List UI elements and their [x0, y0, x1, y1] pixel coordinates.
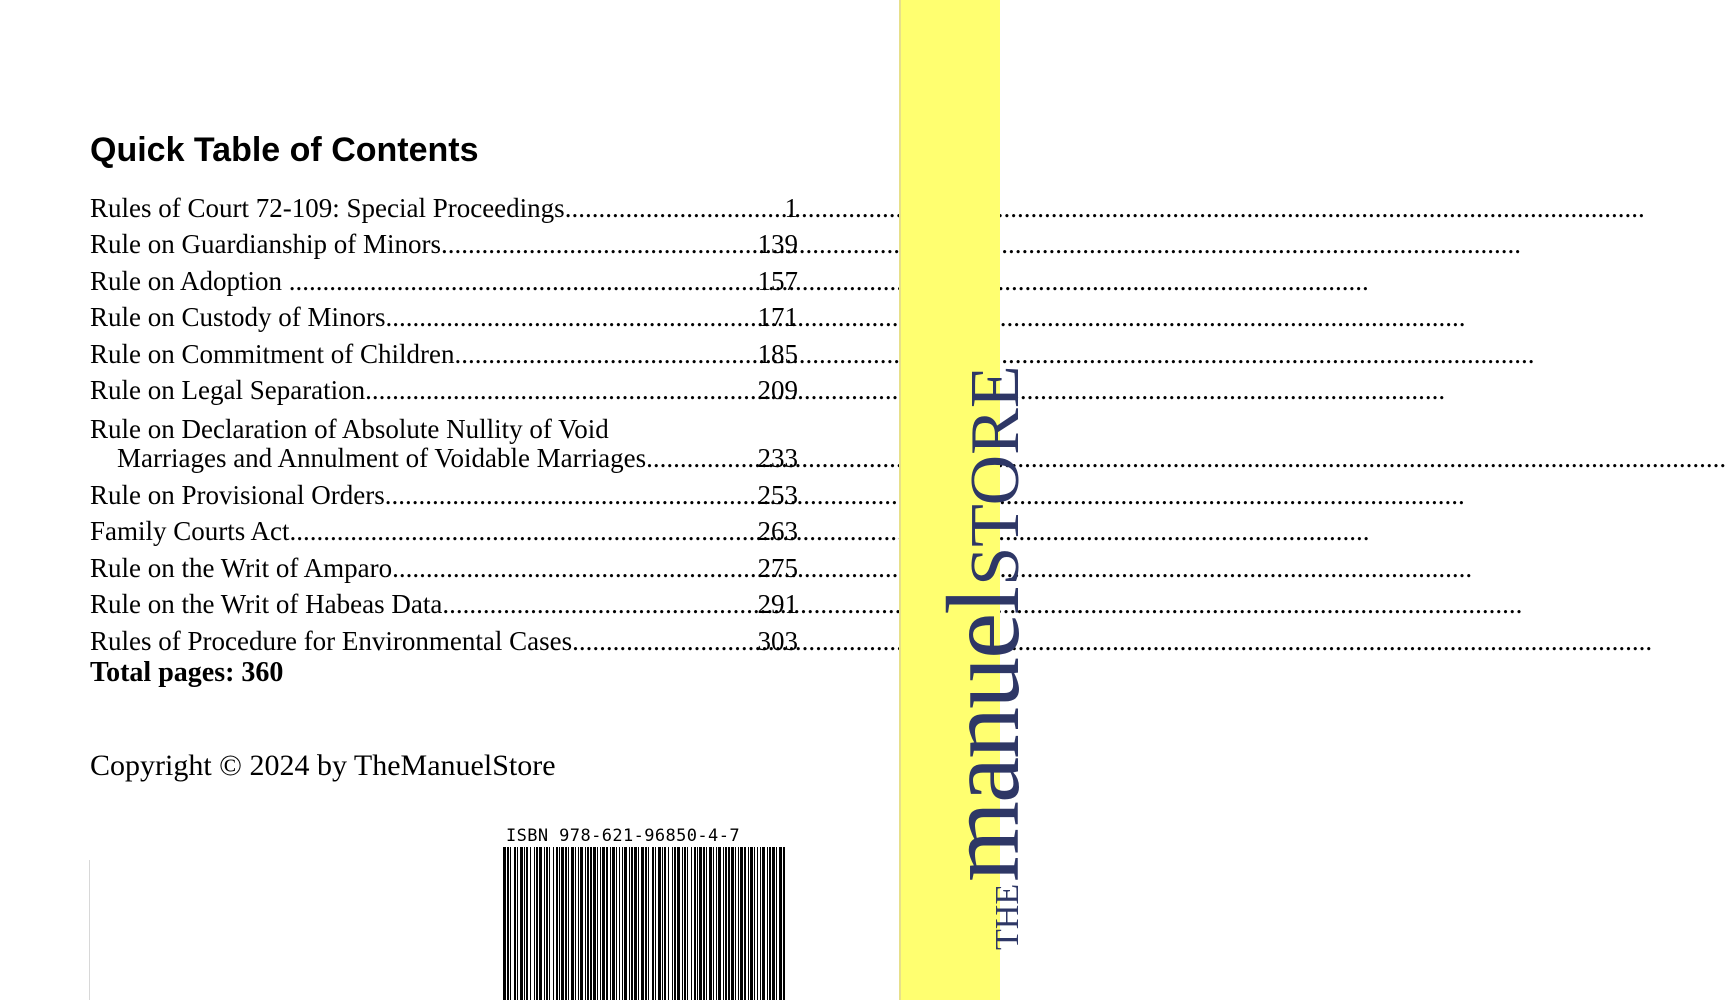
barcode-bar — [703, 847, 705, 1000]
barcode-bar — [713, 847, 714, 1000]
toc-entry-title: Rule on Declaration of Absolute Nullity of Void — [90, 414, 609, 444]
barcode-bar — [716, 847, 717, 1000]
isbn-label: ISBN 978-621-96850-4-7 — [506, 826, 740, 846]
barcode-bar — [641, 847, 644, 1000]
toc-entry-title-continuation: Marriages and Annulment of Voidable Marriages — [117, 443, 647, 473]
toc-leader-dots — [392, 553, 757, 583]
barcode-bar — [619, 847, 620, 1000]
barcode-bar — [687, 847, 688, 1000]
barcode-bar — [748, 847, 749, 1000]
barcode-bar — [514, 847, 516, 1000]
barcode-bar — [754, 847, 755, 1000]
barcode-bar — [718, 847, 721, 1000]
copyright-notice: Copyright © 2024 by TheManuelStore — [90, 749, 556, 782]
toc-entry-title: Rule on Provisional Orders — [90, 479, 385, 510]
barcode-bar — [590, 847, 592, 1000]
barcode-bar — [735, 847, 736, 1000]
toc-entry — [90, 332, 798, 369]
toc-entry-page: 275 — [757, 552, 798, 583]
toc-entry-title: Rules of Court 72-109: Special Proceedings — [90, 192, 565, 223]
toc-leader-dots — [565, 193, 785, 223]
toc-title: Quick Table of Contents — [90, 131, 479, 169]
barcode-bar — [539, 847, 542, 1000]
barcode-bar — [597, 847, 598, 1000]
barcode-bar — [731, 847, 734, 1000]
barcode-bar — [762, 847, 765, 1000]
toc-entry-title: Family Courts Act — [90, 516, 290, 546]
toc-entry — [90, 405, 798, 473]
barcode-bar — [536, 847, 538, 1000]
toc-entry — [90, 510, 798, 547]
barcode-bar — [510, 847, 511, 1000]
barcode-bar — [580, 847, 583, 1000]
barcode-bar — [561, 847, 564, 1000]
barcode-bar — [507, 847, 509, 1000]
toc-entry-page: 291 — [757, 589, 798, 619]
barcode-bar — [585, 847, 586, 1000]
barcode-bar — [622, 847, 623, 1000]
barcode-bar — [606, 847, 608, 1000]
barcode-bar — [610, 847, 611, 1000]
barcode-bar — [520, 847, 523, 1000]
brand-logo — [926, 365, 1041, 950]
barcode-bar — [744, 847, 746, 1000]
barcode-bar — [549, 847, 550, 1000]
barcode-bar — [530, 847, 531, 1000]
barcode-bar — [517, 847, 518, 1000]
barcode-bar — [587, 847, 589, 1000]
brand-logo-store: STORE — [957, 365, 1034, 586]
toc-entry-title-block — [90, 415, 798, 473]
toc-entry-page: 303 — [757, 625, 798, 656]
toc-entry-title: Rule on the Writ of Amparo — [90, 552, 393, 583]
brand-logo-the: THE — [989, 883, 1026, 950]
barcode-bar — [684, 847, 686, 1000]
barcode-bar — [568, 847, 569, 1000]
toc-entry — [90, 369, 798, 406]
barcode-bar — [648, 847, 649, 1000]
barcode-bar — [578, 847, 579, 1000]
toc-entry-page: 139 — [757, 229, 798, 259]
barcode-bar — [565, 847, 567, 1000]
toc-entry-page: 253 — [757, 479, 798, 510]
toc-entry-page: 171 — [757, 302, 798, 332]
barcode-bar — [750, 847, 753, 1000]
toc-leader-dots — [442, 589, 757, 619]
toc-entry — [90, 186, 798, 223]
toc-leader-dots — [646, 444, 757, 473]
barcode-bar — [757, 847, 758, 1000]
barcode-bar — [544, 847, 545, 1000]
barcode-bar — [779, 847, 782, 1000]
barcode-bar — [658, 847, 661, 1000]
barcode-bar — [655, 847, 656, 1000]
toc-leader-dots — [386, 302, 758, 332]
barcode-bar — [677, 847, 680, 1000]
barcode-bar — [783, 847, 785, 1000]
toc-entry — [90, 619, 798, 656]
toc-entry-title: Rule on the Writ of Habeas Data — [90, 589, 443, 619]
barcode-bar — [553, 847, 554, 1000]
barcode-bar — [616, 847, 617, 1000]
toc-entry-title: Rules of Procedure for Environmental Cases — [90, 625, 573, 656]
barcode-bar — [674, 847, 676, 1000]
barcode-bar — [602, 847, 605, 1000]
barcode-bar — [524, 847, 525, 1000]
toc-leader-dots — [365, 375, 757, 405]
toc-leader-dots — [572, 626, 757, 656]
toc-entry-page: 185 — [757, 338, 798, 369]
toc-entry-page: 263 — [757, 516, 798, 546]
toc-entry-title: Rule on Legal Separation — [90, 375, 366, 405]
barcode-bar — [672, 847, 673, 1000]
toc-entry-title: Rule on Adoption — [90, 265, 289, 296]
toc-entry — [90, 546, 798, 583]
barcode-bar — [725, 847, 727, 1000]
barcode-bar — [571, 847, 574, 1000]
barcode-bar — [697, 847, 698, 1000]
toc-entry-page: 233 — [757, 443, 798, 473]
toc-entry — [90, 296, 798, 333]
barcode-bar — [645, 847, 647, 1000]
total-pages: Total pages: 360 — [90, 657, 284, 688]
barcode-bar — [706, 847, 707, 1000]
barcode-bar — [664, 847, 666, 1000]
toc-list — [90, 186, 798, 656]
barcode-bar — [694, 847, 696, 1000]
brand-logo-manuel: manuel — [926, 587, 1041, 882]
barcode-bar — [699, 847, 702, 1000]
barcode-bar — [662, 847, 663, 1000]
barcode-bar — [546, 847, 548, 1000]
barcode-bar — [575, 847, 576, 1000]
toc-leader-dots — [290, 516, 758, 546]
toc-entry-page: 209 — [757, 375, 798, 405]
toc-entry-title: Rule on Custody of Minors — [90, 302, 386, 332]
toc-leader-dots — [289, 266, 758, 296]
barcode-bar — [776, 847, 777, 1000]
barcode-bar — [740, 847, 743, 1000]
barcode-bar — [503, 847, 506, 1000]
barcode-bar — [728, 847, 730, 1000]
barcode-bar — [631, 847, 633, 1000]
barcode-bar — [634, 847, 637, 1000]
barcode-bar — [624, 847, 627, 1000]
barcode-bar — [767, 847, 768, 1000]
barcode-bar — [682, 847, 683, 1000]
toc-leader-dots — [454, 339, 757, 369]
toc-entry-page: 157 — [757, 265, 798, 296]
barcode-bar — [629, 847, 630, 1000]
barcode-bar — [772, 847, 775, 1000]
barcode-bar — [593, 847, 596, 1000]
toc-entry — [90, 259, 798, 296]
barcode-bar — [709, 847, 712, 1000]
toc-leader-dots — [385, 480, 758, 510]
barcode-bar — [652, 847, 654, 1000]
barcode-bar — [738, 847, 739, 1000]
barcode-bar — [691, 847, 692, 1000]
toc-entry-title: Rule on Commitment of Children — [90, 338, 455, 369]
barcode-bar — [526, 847, 528, 1000]
barcode-bar — [769, 847, 771, 1000]
toc-entry-continuation-row — [90, 444, 798, 473]
barcode-bar — [559, 847, 560, 1000]
barcode-bar — [556, 847, 558, 1000]
isbn-barcode — [503, 847, 785, 1000]
toc-entry-page: 1 — [784, 192, 798, 223]
page-edge-mark — [89, 860, 90, 1000]
barcode-bar — [760, 847, 761, 1000]
toc-entry — [90, 583, 798, 620]
toc-entry-title: Rule on Guardianship of Minors — [90, 229, 441, 259]
toc-entry — [90, 223, 798, 260]
barcode-bar — [723, 847, 724, 1000]
barcode-bar — [600, 847, 601, 1000]
toc-entry — [90, 473, 798, 510]
toc-leader-dots — [441, 229, 758, 259]
barcode-bar — [668, 847, 669, 1000]
barcode-bar — [638, 847, 639, 1000]
barcode-bar — [534, 847, 535, 1000]
barcode-bar — [612, 847, 615, 1000]
